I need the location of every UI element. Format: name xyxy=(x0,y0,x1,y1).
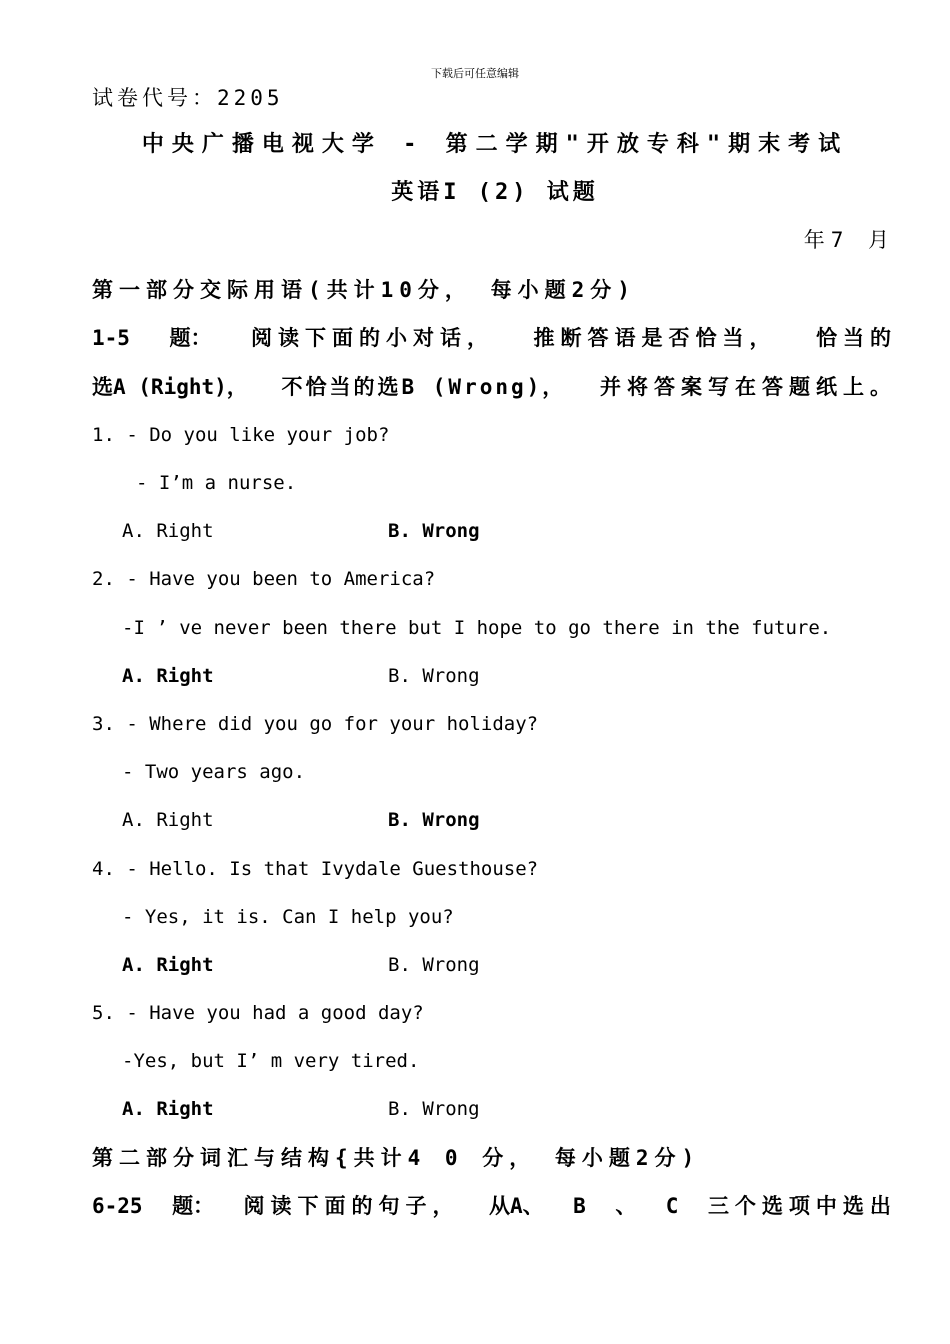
question-prompt: 5. - Have you had a good day? xyxy=(92,1002,424,1024)
page-title: 中央广播电视大学 - 第二学期"开放专科"期末考试 xyxy=(141,132,849,157)
question-prompt: 2. - Have you been to America? xyxy=(92,568,436,590)
option-b: B. Wrong xyxy=(388,1098,480,1120)
instruction-word: 6-25 xyxy=(92,1194,143,1218)
question-prompt: 4. - Hello. Is that Ivydale Guesthouse? xyxy=(92,858,539,880)
question-reply: - I’m a nurse. xyxy=(136,472,297,494)
instruction-word: 选A (Right)， xyxy=(92,375,248,399)
paper-code: 试卷代号：2205 xyxy=(92,86,284,110)
instruction-word: 阅读下面的小对话， xyxy=(250,326,494,350)
option-a-selected: A. Right xyxy=(122,1098,214,1120)
option-b-selected: B. Wrong xyxy=(388,520,480,542)
instruction-word: 1-5 xyxy=(92,326,130,350)
part1-instruction-line1 xyxy=(92,328,897,349)
part1-heading: 第一部分交际用语(共计10分， 每小题2分) xyxy=(92,278,636,302)
question-reply: - Two years ago. xyxy=(122,761,306,783)
option-b-selected: B. Wrong xyxy=(388,809,480,831)
instruction-word: 并将答案写在答题纸上。 xyxy=(600,375,897,399)
page-subtitle: 英语I (2) 试题 xyxy=(391,180,599,205)
option-b: B. Wrong xyxy=(388,665,480,687)
instruction-word: 不恰当的选B (Wrong)， xyxy=(281,375,567,399)
instruction-word: 阅读下面的句子， xyxy=(243,1194,460,1218)
option-a: A. Right xyxy=(122,809,214,831)
instruction-word: 恰当的 xyxy=(816,326,897,350)
instruction-word: 题： xyxy=(169,326,212,350)
question-prompt: 3. - Where did you go for your holiday? xyxy=(92,713,539,735)
instruction-word: 题： xyxy=(172,1194,215,1218)
watermark-text: 下载后可任意编辑 xyxy=(431,67,519,80)
part2-heading: 第二部分词汇与结构{共计4 0 分， 每小题2分) xyxy=(92,1146,701,1170)
option-a-selected: A. Right xyxy=(122,954,214,976)
instruction-word: B xyxy=(573,1194,586,1218)
part1-instruction-line2 xyxy=(92,377,897,398)
option-a-selected: A. Right xyxy=(122,665,214,687)
option-a: A. Right xyxy=(122,520,214,542)
instruction-word: 、 xyxy=(615,1194,637,1218)
instruction-word: 三个选项中选出 xyxy=(707,1194,897,1218)
question-reply: -I ’ ve never been there but I hope to go there in the future. xyxy=(122,617,832,639)
exam-date: 年7 月 xyxy=(803,228,895,252)
option-b: B. Wrong xyxy=(388,954,480,976)
instruction-word: 从A、 xyxy=(489,1194,544,1218)
question-reply: -Yes, but I’ m very tired. xyxy=(122,1050,420,1072)
instruction-word: C xyxy=(665,1194,679,1218)
part2-instruction-line1 xyxy=(92,1196,897,1217)
question-prompt: 1. - Do you like your job? xyxy=(92,424,390,446)
question-reply: - Yes, it is. Can I help you? xyxy=(122,906,454,928)
instruction-word: 推断答语是否恰当， xyxy=(533,326,777,350)
